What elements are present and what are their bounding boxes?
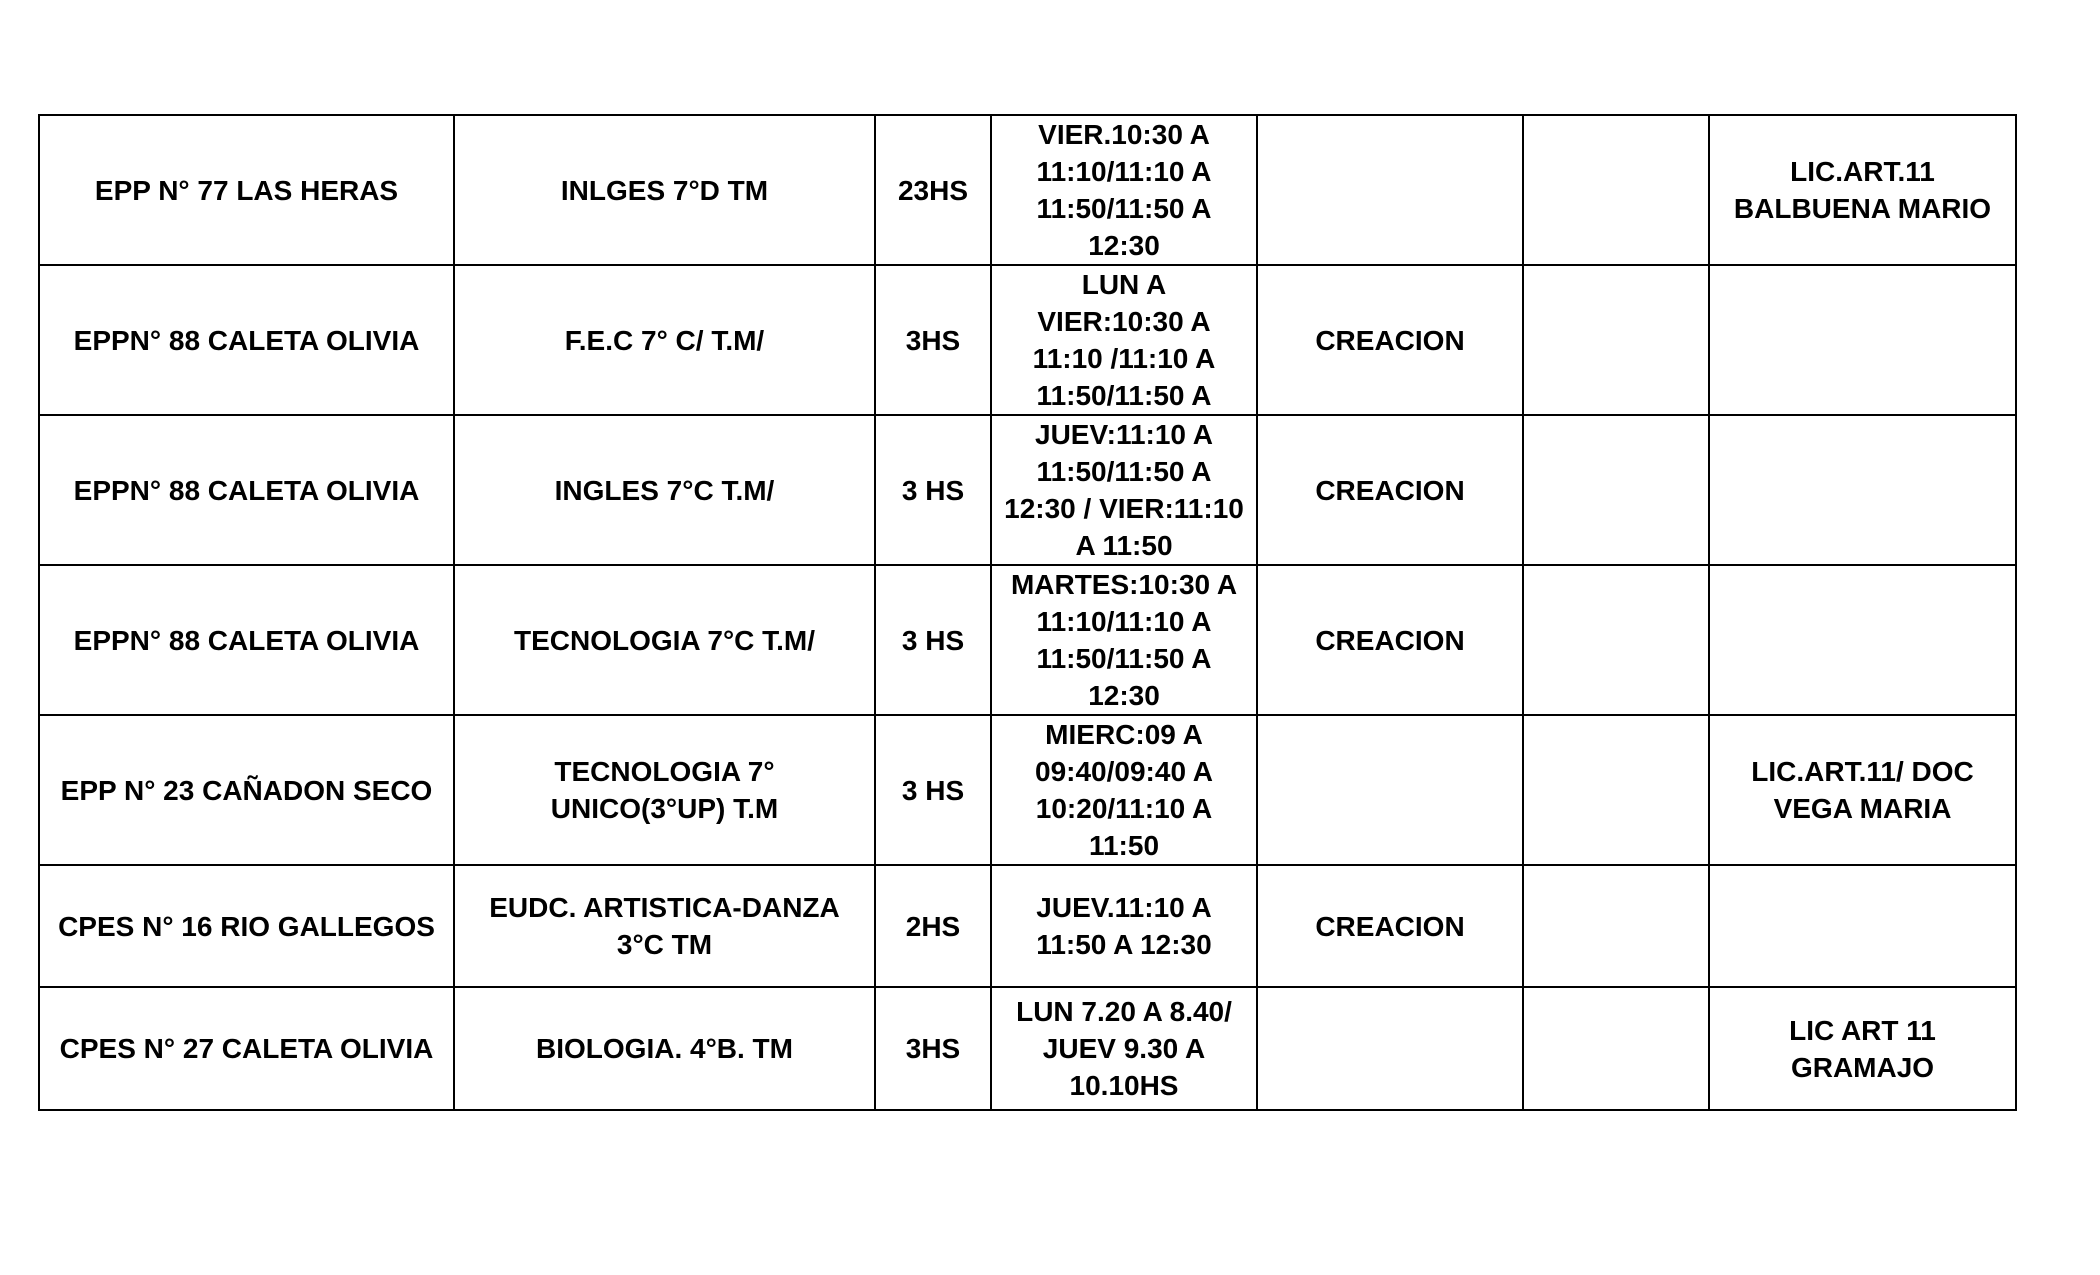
extra-cell [1523, 265, 1709, 415]
notes-cell: LIC ART 11 GRAMAJO [1709, 987, 2016, 1110]
notes-cell: LIC.ART.11 BALBUENA MARIO [1709, 115, 2016, 265]
school-cell: CPES N° 16 RIO GALLEGOS [39, 865, 454, 987]
notes-cell: LIC.ART.11/ DOC VEGA MARIA [1709, 715, 2016, 865]
school-cell: EPP N° 23 CAÑADON SECO [39, 715, 454, 865]
subject-cell: TECNOLOGIA 7°C T.M/ [454, 565, 875, 715]
schedule-cell: LUN A VIER:10:30 A 11:10 /11:10 A 11:50/11:50 A [991, 265, 1257, 415]
document-sheet [38, 114, 2017, 1111]
extra-cell [1523, 715, 1709, 865]
status-cell: CREACION [1257, 415, 1523, 565]
school-cell: EPPN° 88 CALETA OLIVIA [39, 265, 454, 415]
table-row [39, 565, 2016, 715]
schedule-cell: JUEV.11:10 A 11:50 A 12:30 [991, 865, 1257, 987]
status-cell [1257, 115, 1523, 265]
extra-cell [1523, 115, 1709, 265]
status-cell [1257, 987, 1523, 1110]
status-cell: CREACION [1257, 565, 1523, 715]
schedule-cell: JUEV:11:10 A 11:50/11:50 A 12:30 / VIER:11:10 A 11:50 [991, 415, 1257, 565]
notes-cell [1709, 865, 2016, 987]
subject-cell: INLGES 7°D TM [454, 115, 875, 265]
notes-cell [1709, 265, 2016, 415]
status-cell: CREACION [1257, 865, 1523, 987]
notes-cell [1709, 415, 2016, 565]
subject-cell: TECNOLOGIA 7° UNICO(3°UP) T.M [454, 715, 875, 865]
subject-cell: F.E.C 7° C/ T.M/ [454, 265, 875, 415]
subject-cell: INGLES 7°C T.M/ [454, 415, 875, 565]
hours-cell: 3 HS [875, 565, 991, 715]
table-row [39, 115, 2016, 265]
schedule-table [38, 114, 2017, 1111]
table-row [39, 987, 2016, 1110]
extra-cell [1523, 565, 1709, 715]
hours-cell: 3HS [875, 987, 991, 1110]
table-row [39, 415, 2016, 565]
hours-cell: 3HS [875, 265, 991, 415]
extra-cell [1523, 987, 1709, 1110]
extra-cell [1523, 865, 1709, 987]
schedule-cell: MIERC:09 A 09:40/09:40 A 10:20/11:10 A 11:50 [991, 715, 1257, 865]
school-cell: CPES N° 27 CALETA OLIVIA [39, 987, 454, 1110]
school-cell: EPPN° 88 CALETA OLIVIA [39, 415, 454, 565]
notes-cell [1709, 565, 2016, 715]
table-row [39, 865, 2016, 987]
school-cell: EPPN° 88 CALETA OLIVIA [39, 565, 454, 715]
status-cell: CREACION [1257, 265, 1523, 415]
hours-cell: 23HS [875, 115, 991, 265]
extra-cell [1523, 415, 1709, 565]
status-cell [1257, 715, 1523, 865]
hours-cell: 3 HS [875, 715, 991, 865]
schedule-cell: VIER.10:30 A 11:10/11:10 A 11:50/11:50 A 12:30 [991, 115, 1257, 265]
table-row [39, 715, 2016, 865]
hours-cell: 3 HS [875, 415, 991, 565]
schedule-cell: MARTES:10:30 A 11:10/11:10 A 11:50/11:50 A 12:30 [991, 565, 1257, 715]
table-row [39, 265, 2016, 415]
subject-cell: EUDC. ARTISTICA-DANZA 3°C TM [454, 865, 875, 987]
schedule-cell: LUN 7.20 A 8.40/ JUEV 9.30 A 10.10HS [991, 987, 1257, 1110]
subject-cell: BIOLOGIA. 4°B. TM [454, 987, 875, 1110]
hours-cell: 2HS [875, 865, 991, 987]
school-cell: EPP N° 77 LAS HERAS [39, 115, 454, 265]
